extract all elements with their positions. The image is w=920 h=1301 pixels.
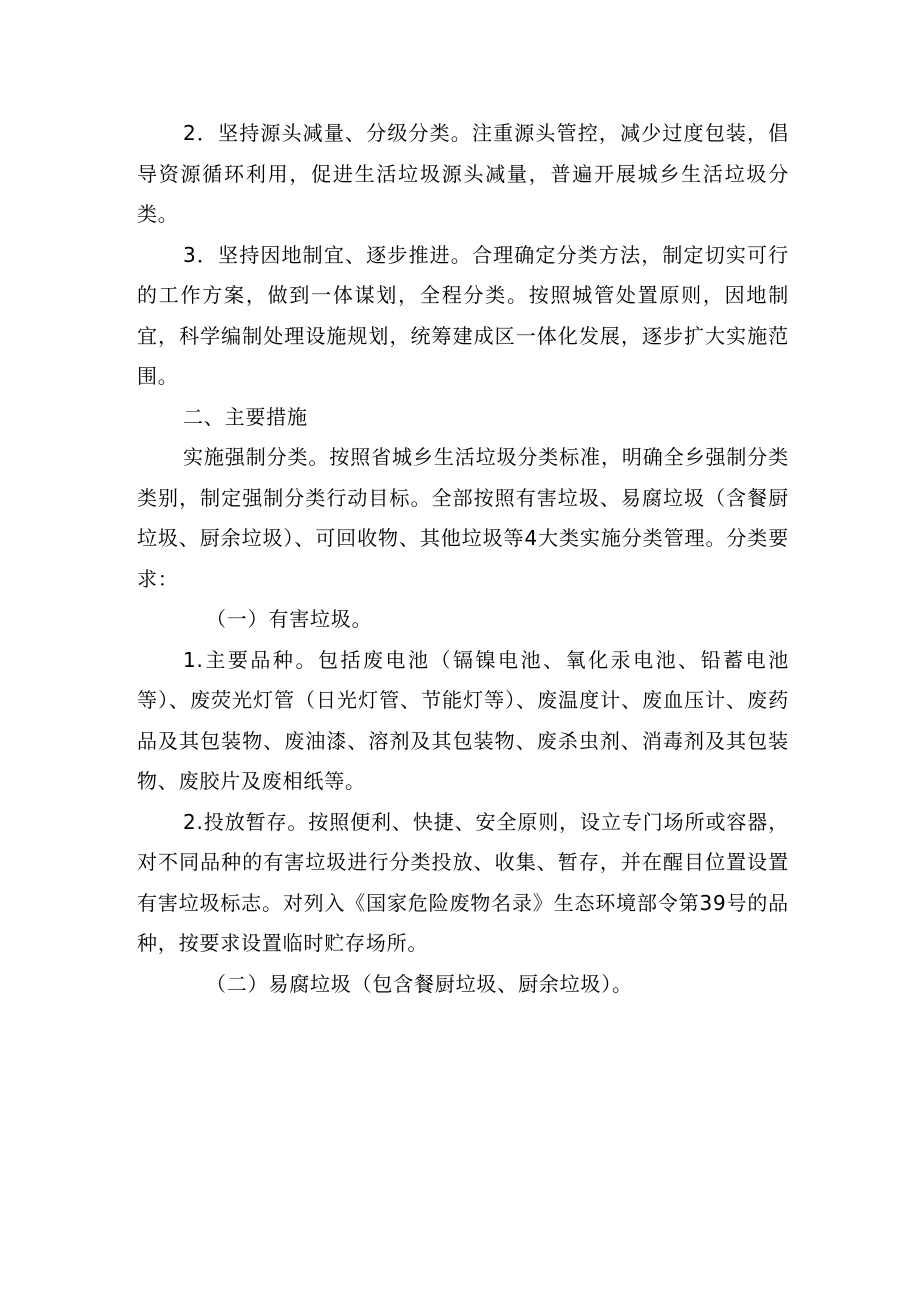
paragraph-hazardous-varieties: 1.主要品种。包括废电池（镉镍电池、氧化汞电池、铅蓄电池等）、废荧光灯管（日光灯管、节能灯等）、废温度计、废血压计、废药品及其包装物、废油漆、溶剂及其包装物、废杀虫剂、消毒剂及其包装物、废胶片及废相纸等。 bbox=[137, 647, 789, 793]
document-body bbox=[137, 113, 789, 1004]
paragraph-principle-2: 2．坚持源头减量、分级分类。注重源头管控，减少过度包装，倡导资源循环利用，促进生活垃圾源头减量，普遍开展城乡生活垃圾分类。 bbox=[137, 121, 789, 226]
subheading-hazardous-waste: （一）有害垃圾。 bbox=[206, 607, 373, 631]
section-heading-main-measures: 二、主要措施 bbox=[183, 404, 308, 429]
paragraph-hazardous-storage: 2.投放暂存。按照便利、快捷、安全原则，设立专门场所或容器，对不同品种的有害垃圾进行分类投放、收集、暂存，并在醒目位置设置有害垃圾标志。对列入《国家危险废物名录》生态环境部令第39号的品种，按要求设置临时贮存场所。 bbox=[137, 809, 789, 955]
subheading-perishable-waste: （二）易腐垃圾（包含餐厨垃圾、厨余垃圾）。 bbox=[206, 971, 633, 996]
paragraph-principle-3: 3．坚持因地制宜、逐步推进。合理确定分类方法，制定切实可行的工作方案，做到一体谋划，全程分类。按照城管处置原则，因地制宜，科学编制处理设施规划，统筹建成区一体化发展，逐步扩大实施范围。 bbox=[137, 242, 789, 388]
paragraph-mandatory-sorting: 实施强制分类。按照省城乡生活垃圾分类标准，明确全乡强制分类类别，制定强制分类行动目标。全部按照有害垃圾、易腐垃圾（含餐厨垃圾、厨余垃圾）、可回收物、其他垃圾等4大类实施分类管理。分类要求： bbox=[137, 445, 789, 591]
